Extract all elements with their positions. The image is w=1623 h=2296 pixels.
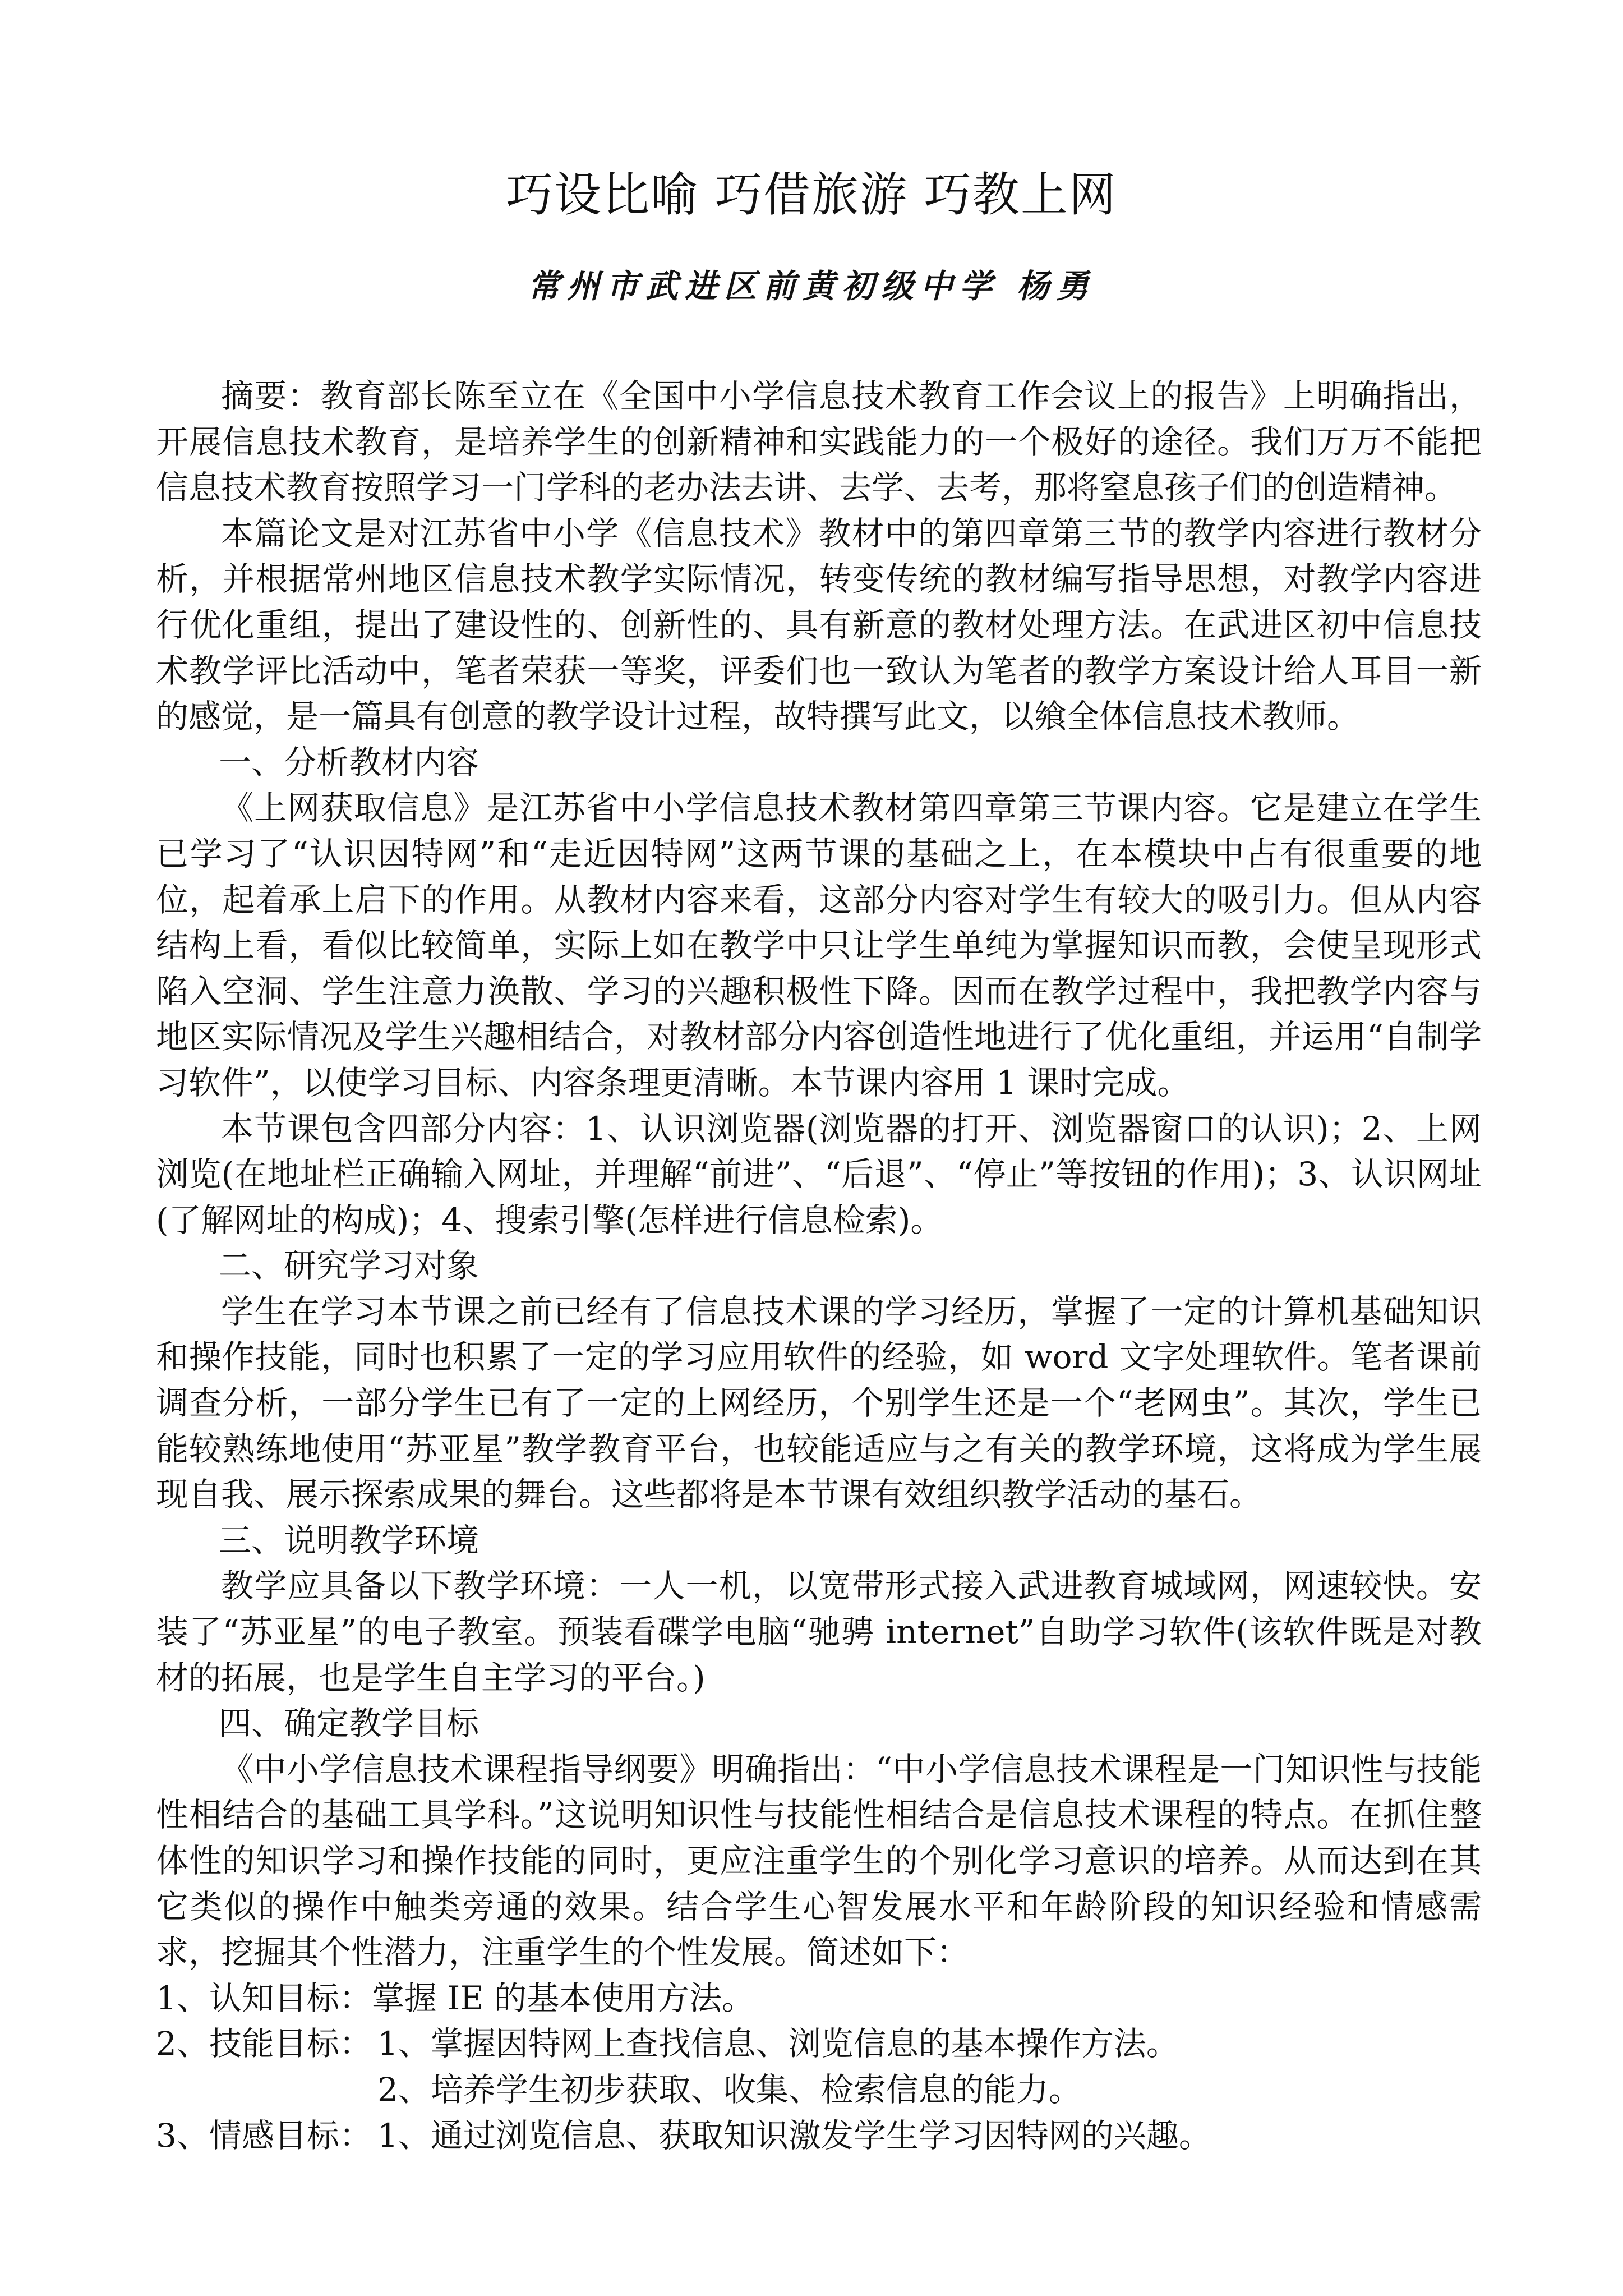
- paragraph-textbook-analysis: 《上网获取信息》是江苏省中小学信息技术教材第四章第三节课内容。它是建立在学生已学习了“认识因特网”和“走近因特网”这两节课的基础之上，在本模块中占有很重要的地位，起着承上启下的作用。从教材内容来看，这部分内容对学生有较大的吸引力。但从内容结构上看，看似比较简单，实际上如在教学中只让学生单纯为掌握知识而教，会使呈现形式陷入空洞、学生注意力涣散、学习的兴趣积极性下降。因而在教学过程中，我把教学内容与地区实际情况及学生兴趣相结合，对教材部分内容创造性地进行了优化重组，并运用“自制学习软件”，以使学习目标、内容条理更清晰。本节课内容用 1 课时完成。: [156, 789, 1482, 1102]
- section-heading-2: 二、研究学习对象: [219, 1246, 479, 1285]
- goal-skill-label: 2、技能目标：: [156, 2024, 372, 2063]
- goal-skill-item-1: 1、掌握因特网上查找信息、浏览信息的基本操作方法。: [377, 2024, 1179, 2063]
- goal-cognitive: 1、认知目标：掌握 IE 的基本使用方法。: [156, 1978, 755, 2017]
- paragraph-lesson-contents: 本节课包含四部分内容：1、认识浏览器(浏览器的打开、浏览器窗口的认识)；2、上网浏览(在地址栏正确输入网址，并理解“前进”、“后退”、“停止”等按钮的作用)；3、认识网址(了解网址的构成)；4、搜索引擎(怎样进行信息检索)。: [156, 1109, 1482, 1239]
- intro-paragraph: 本篇论文是对江苏省中小学《信息技术》教材中的第四章第三节的教学内容进行教材分析，并根据常州地区信息技术教学实际情况，转变传统的教材编写指导思想，对教学内容进行优化重组，提出了建设性的、创新性的、具有新意的教材处理方法。在武进区初中信息技术教学评比活动中，笔者荣获一等奖，评委们也一致认为笔者的教学方案设计给人耳目一新的感觉，是一篇具有创意的教学设计过程，故特撰写此文，以飨全体信息技术教师。: [156, 514, 1482, 736]
- paragraph-environment: 教学应具备以下教学环境：一人一机，以宽带形式接入武进教育城域网，网速较快。安装了“苏亚星”的电子教室。预装看碟学电脑“驰骋 internet”自助学习软件(该软件既是对教材的拓展，也是学生自主学习的平台。): [156, 1567, 1482, 1697]
- goal-skill-item-2: 2、培养学生初步获取、收集、检索信息的能力。: [377, 2070, 1081, 2109]
- goal-skill-row: [156, 2021, 1482, 2067]
- page-title: 巧设比喻 巧借旅游 巧教上网: [506, 167, 1117, 222]
- goal-emotion-item-1: 1、通过浏览信息、获取知识激发学生学习因特网的兴趣。: [377, 2116, 1211, 2155]
- goal-emotion-row: [156, 2113, 1482, 2159]
- paragraph-objectives: 《中小学信息技术课程指导纲要》明确指出：“中小学信息技术课程是一门知识性与技能性相结合的基础工具学科。”这说明知识性与技能性相结合是信息技术课程的特点。在抓住整体性的知识学习和操作技能的同时，更应注重学生的个别化学习意识的培养。从而达到在其它类似的操作中触类旁通的效果。结合学生心智发展水平和年龄阶段的知识经验和情感需求，挖掘其个性潜力，注重学生的个性发展。简述如下：: [156, 1750, 1482, 1972]
- section-heading-3: 三、说明教学环境: [219, 1521, 479, 1559]
- section-heading-1: 一、分析教材内容: [219, 743, 479, 781]
- section-heading-4: 四、确定教学目标: [219, 1704, 479, 1743]
- paragraph-learners: 学生在学习本节课之前已经有了信息技术课的学习经历，掌握了一定的计算机基础知识和操作技能，同时也积累了一定的学习应用软件的经验，如 word 文字处理软件。笔者课前调查分析，一部分学生已有了一定的上网经历，个别学生还是一个“老网虫”。其次，学生已能较熟练地使用“苏亚星”教学教育平台，也较能适应与之有关的教学环境，这将成为学生展现自我、展示探索成果的舞台。这些都将是本节课有效组织教学活动的基石。: [156, 1292, 1482, 1514]
- article-body: [156, 374, 1482, 2159]
- author-line: 常州市武进区前黄初级中学 杨勇: [527, 267, 1096, 305]
- abstract-paragraph: 摘要：教育部长陈至立在《全国中小学信息技术教育工作会议上的报告》上明确指出，开展信息技术教育，是培养学生的创新精神和实践能力的一个极好的途径。我们万万不能把信息技术教育按照学习一门学科的老办法去讲、去学、去考，那将窒息孩子们的创造精神。: [156, 377, 1482, 507]
- goal-emotion-label: 3、情感目标：: [156, 2116, 372, 2155]
